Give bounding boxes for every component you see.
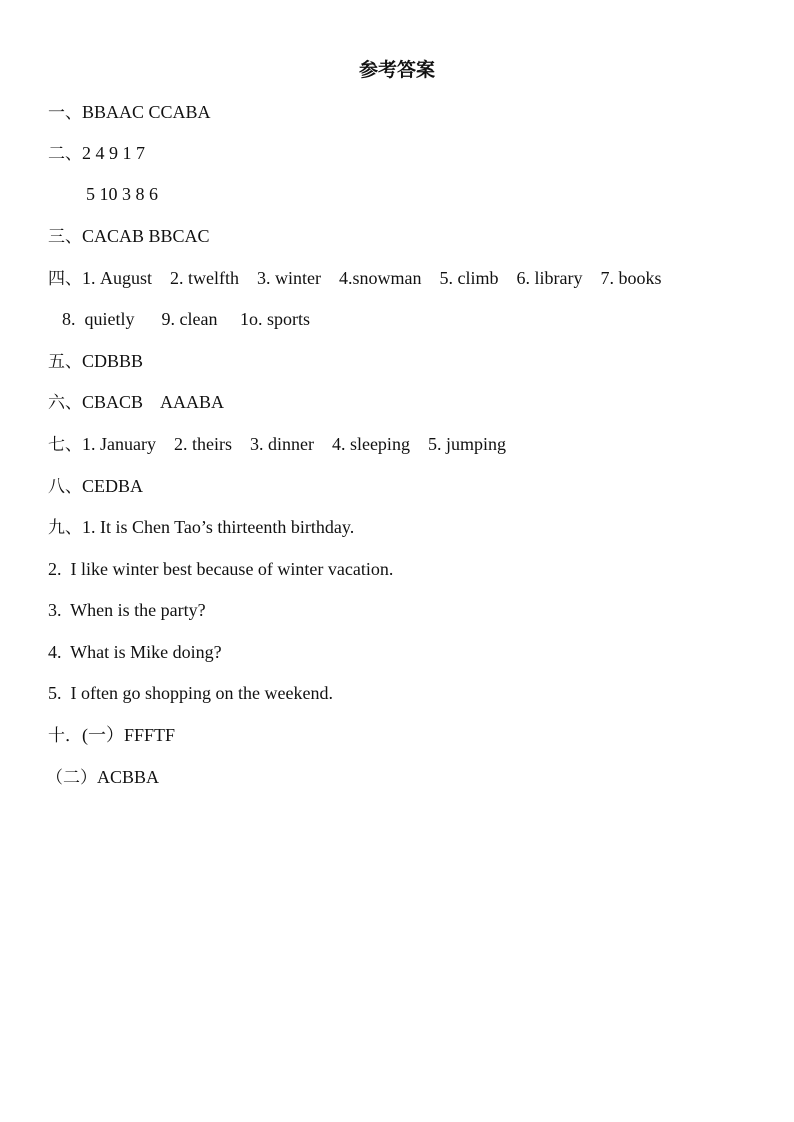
section-label: 二、 [48, 144, 82, 164]
answer-line-7 [48, 349, 143, 374]
answer-line-6 [62, 307, 310, 331]
answer-line-4 [48, 224, 210, 249]
answer-line-12 [48, 557, 393, 581]
answer-text: 2 4 9 1 7 [82, 143, 145, 163]
section-label: 十． [48, 726, 82, 746]
answer-text: 3. When is the party? [48, 600, 206, 620]
answer-line-9 [48, 432, 506, 457]
answer-line-13 [48, 598, 206, 622]
section-label: 四、 [48, 269, 82, 289]
answer-text: 5. I often go shopping on the weekend. [48, 683, 333, 703]
answer-line-15 [48, 681, 333, 705]
answer-line-8 [48, 390, 224, 415]
section-label: 八、 [48, 477, 82, 497]
answer-text: 4. What is Mike doing? [48, 642, 222, 662]
answer-line-11 [48, 515, 354, 540]
answer-text: 1. August 2. twelfth 3. winter 4.snowman 5. climb 6. library 7. books [82, 268, 662, 288]
answer-text: 1. January 2. theirs 3. dinner 4. sleeping 5. jumping [82, 434, 506, 454]
section-label: （二） [46, 768, 97, 788]
answer-text: 2. I like winter best because of winter vacation. [48, 559, 394, 579]
answer-text: CACAB BBCAC [82, 226, 210, 246]
answer-line-2 [48, 141, 145, 166]
section-label: 三、 [48, 227, 82, 247]
page-title: 参考答案 [358, 59, 435, 81]
answer-text: 8. quietly 9. clean 1o. sports [62, 309, 310, 329]
answer-line-1 [48, 100, 211, 125]
answer-text: CBACB AAABA [82, 392, 225, 412]
answer-text: BBAAC CCABA [82, 102, 211, 122]
answer-line-5 [48, 266, 661, 291]
answer-line-10 [48, 474, 143, 499]
answer-text: CEDBA [82, 476, 144, 496]
section-label: 七、 [48, 435, 82, 455]
section-label: 五、 [48, 352, 82, 372]
answer-line-16 [48, 723, 175, 748]
answer-text: (一）FFFTF [82, 725, 176, 745]
answer-text: 1. It is Chen Tao’s thirteenth birthday. [82, 517, 355, 537]
answer-text: 5 10 3 8 6 [86, 184, 158, 204]
answer-line-14 [48, 640, 222, 664]
answer-text: CDBBB [82, 351, 144, 371]
section-label: 六、 [48, 393, 82, 413]
section-label: 一、 [48, 103, 82, 123]
answer-text: ACBBA [97, 767, 160, 787]
answer-line-3 [86, 182, 158, 206]
section-label: 九、 [48, 518, 82, 538]
answer-line-17 [46, 765, 159, 790]
